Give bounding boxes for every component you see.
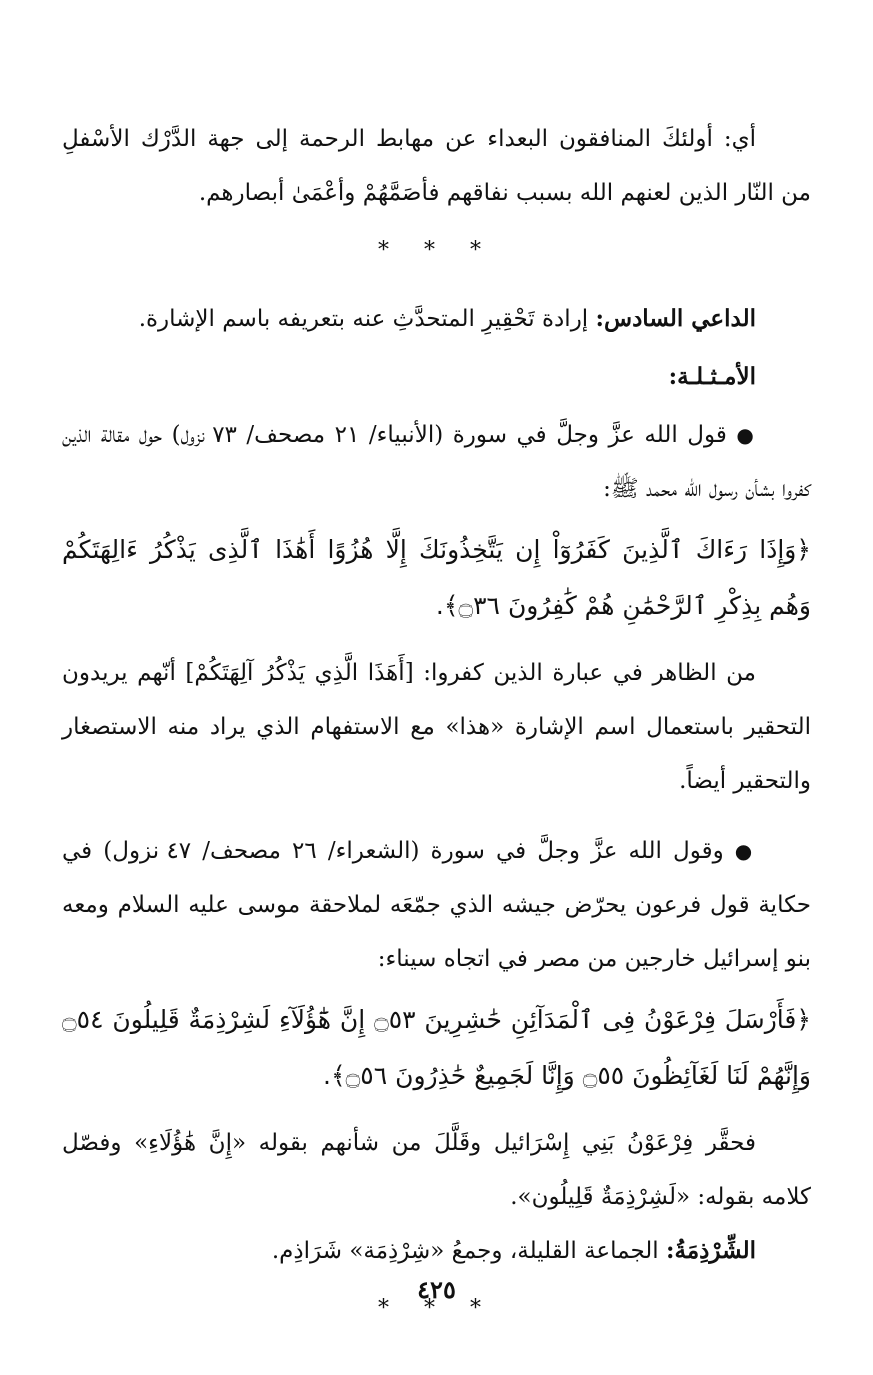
example-2-intro-text: وقول الله عزَّ وجلَّ في سورة (الشعراء/ ٢٦ مصحف/ ٤٧ نزول) في حكاية قول فرعون يحرّض جيشه الذي جمّعَه لملاحقة موسى عليه السلام ومعه بنو إسرائيل خارجين من مصر في اتجاه سيناء: bbox=[62, 838, 811, 972]
example-1-explanation: من الظاهر في عبارة الذين كفروا: [أَهَذَا الَّذِي يَذْكُرُ آلِهَتَكُمْ] أنّهم يريدون التحقير باستعمال اسم الإشارة «هذا» مع الاستفهام الذي يراد منه الاستصغار والتحقير أيضاً. bbox=[62, 660, 811, 794]
examples-heading: الأمـثـلـة: bbox=[668, 363, 756, 390]
page-number: ٤٢٥ bbox=[417, 1275, 456, 1304]
sixth-motive-label: الداعي السادس: bbox=[595, 305, 756, 332]
quran-verse-2: ﴿فَأَرْسَلَ فِرْعَوْنُ فِى ٱلْمَدَآئِنِ حَٰشِرِينَ ۝٥٣ إِنَّ هَٰٓؤُلَآءِ لَشِرْذِمَةٌ قَلِيلُونَ ۝٥٤ وَإِنَّهُمْ لَنَا لَغَآئِظُونَ ۝٥٥ وَإِنَّا لَجَمِيعٌ حَٰذِرُونَ ۝٥٦﴾. bbox=[62, 1005, 811, 1090]
quran-verse-1: ﴿وَإِذَا رَءَاكَ ٱلَّذِينَ كَفَرُوٓاْ إِن يَتَّخِذُونَكَ إِلَّا هُزُوًا أَهَٰذَا ٱلَّذِى يَذْكُرُ ءَالِهَتَكُمْ وَهُم بِذِكْرِ ٱلرَّحْمَٰنِ هُمْ كَٰفِرُونَ ۝٣٦﴾. bbox=[62, 535, 811, 620]
example-1-intro-text: قول الله عزَّ وجلَّ في سورة (الأنبياء/ ٢١ مصحف/ ٧٣ نزول) حول مقالة الذين كفروا بشأن رسول الله محمد ﷺ: bbox=[62, 422, 811, 502]
example-1-intro bbox=[62, 408, 811, 516]
definition-term: الشِّرْذِمَةُ: bbox=[666, 1237, 756, 1264]
sixth-motive-text: إرادة تَحْقِيرِ المتحدَّثِ عنه بتعريفه باسم الإشارة. bbox=[138, 306, 596, 332]
example-2-intro bbox=[62, 824, 811, 986]
example-2-explanation: فحقَّر فِرْعَوْنُ بَنِي إِسْرَائيل وقَلَّلَ من شأنهم بقوله «إِنَّ هَٰؤُلَاءِ» وفصّل كلامه بقوله: «لَشِرْذِمَةٌ قَلِيلُون». bbox=[62, 1130, 811, 1210]
section-separator: * * * bbox=[378, 1296, 495, 1321]
section-separator: * * * bbox=[378, 238, 495, 263]
definition-paragraph bbox=[62, 1224, 811, 1278]
sixth-motive-paragraph bbox=[62, 292, 811, 346]
bullet-icon: ● bbox=[734, 839, 757, 863]
bullet-icon: ● bbox=[736, 423, 756, 447]
intro-paragraph: أي: أولئكَ المنافقون البعداء عن مهابط الرحمة إلى جهة الدَّرْك الأسْفلِ من النّار الذين لعنهم الله بسبب نفاقهم فأصَمَّهُمْ وأعْمَىٰ أبصارهم. bbox=[62, 126, 811, 206]
definition-text: الجماعة القليلة، وجمعُ «شِرْذِمَة» شَرَاذِم. bbox=[271, 1238, 666, 1264]
